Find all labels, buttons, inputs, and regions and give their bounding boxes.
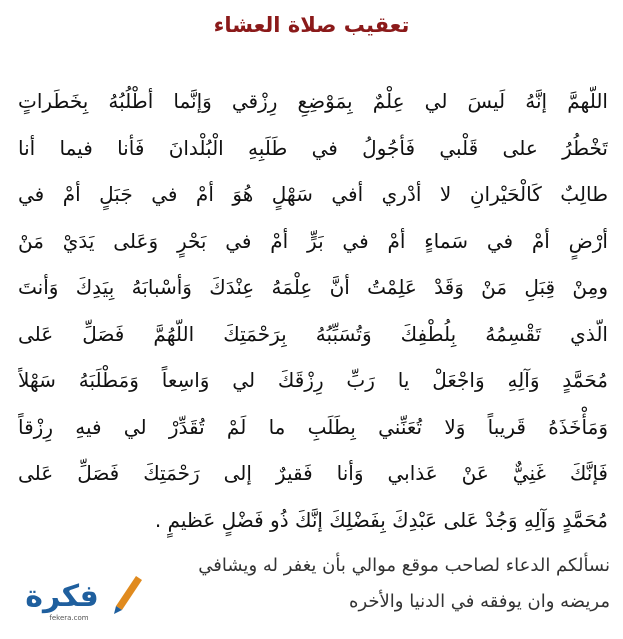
footer-line-1: نسألكم الدعاء لصاحب موقع موالي بأن يغفر له ويشافي — [198, 555, 610, 576]
footer-line-2: مريضه وان يوفقه في الدنيا والأخره — [349, 591, 610, 612]
text-line-7: مُحَمَّدٍ وَآلِهِ وَاجْعَلْ يا رَبِّ رِزْقَكَ لي وَاسِعاً وَمَطْلَبَهُ سَهْلاً — [18, 368, 608, 392]
text-line-3: طالِبٌ كَالْحَيْرانِ لا أدْري أفي سَهْلٍ هُوَ أمْ في جَبَلٍ أمْ في — [18, 182, 608, 206]
footer-note — [130, 548, 610, 620]
logo-domain: fekera.com — [49, 614, 89, 622]
text-line-8: وَمَأْخَذَهُ قَريباً وَلا تُعَنِّني بِطَلَبِ ما لَمْ تُقَدِّرْ لي فيهِ رِزْقاً — [18, 414, 608, 439]
text-line-10: مُحَمَّدٍ وَآلِهِ وَجُدْ عَلى عَبْدِكَ بِفَضْلِكَ إنَّكَ ذُو فَضْلٍ عَظيمٍ . — [154, 507, 608, 532]
text-line-5: ومِنْ قِبَلِ مَنْ وَقَدْ عَلِمْتُ أنَّ عِلْمَهُ عِنْدَكَ وَأسْبابَهُ بِيَدِكَ وَأنتَ — [18, 275, 608, 299]
text-line-2: تَخْطُرُ على قَلْبي فَأجُولُ في طَلَبِهِ الْبُلْدانَ فَأنا فيما أنا — [18, 135, 608, 160]
text-line-9: فَإنَّكَ غَنِيٌّ عَنْ عَذابي وَأنا فَقيرٌ إلى رَحْمَتِكَ فَصَلِّ عَلى — [18, 461, 608, 485]
site-logo — [4, 568, 144, 628]
text-line-6: الّذي تَقْسِمُهُ بِلُطْفِكَ وَتُسَبِّبُهُ بِرَحْمَتِكَ اللّهُمَّ فَصَلِّ عَلى — [18, 321, 608, 346]
text-line-1: اللّهمَّ إنَّهُ لَيسَ لي عِلْمٌ بِمَوْضِعِ رِزْقي وَإنَّما أطْلُبُهُ بِخَطَراتٍ — [18, 89, 608, 113]
logo-wordmark: فكرة — [25, 579, 99, 614]
page-title: تعقيب صلاة العشاء — [213, 13, 410, 37]
supplication-text — [18, 78, 608, 543]
pencil-icon — [116, 576, 142, 610]
logo-mark-icon — [4, 568, 144, 618]
text-line-4: أرْضٍ أمْ في سَماءٍ أمْ في بَرٍّ أمْ في بَحْرٍ وَعَلى يَدَيْ مَنْ — [18, 228, 608, 253]
